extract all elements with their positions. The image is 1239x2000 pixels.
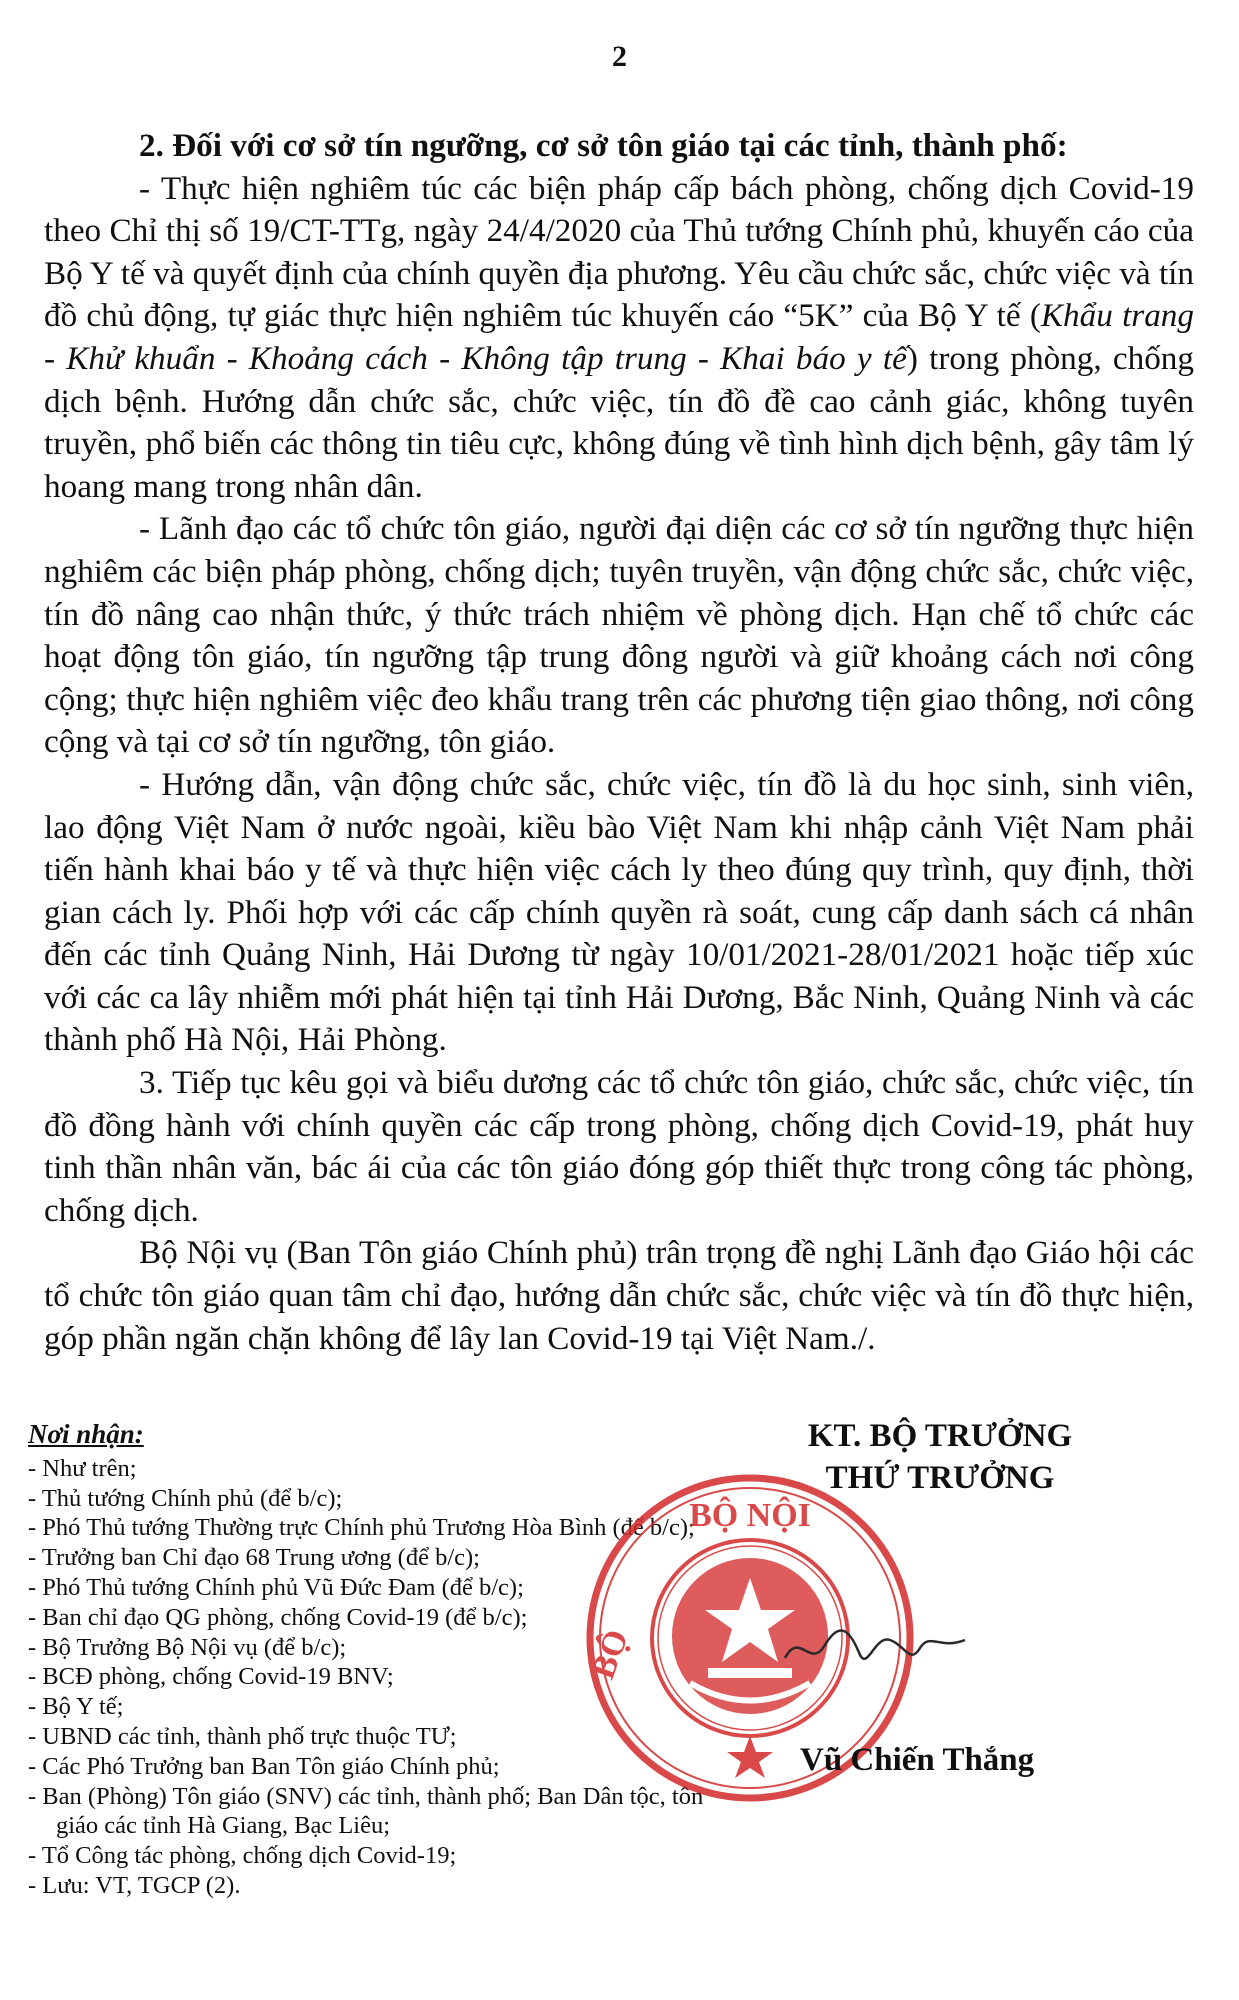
recipient-item: - Phó Thủ tướng Chính phủ Vũ Đức Đam (để b/c); bbox=[28, 1573, 524, 1601]
closing-paragraph: Bộ Nội vụ (Ban Tôn giáo Chính phủ) trân trọng đề nghị Lãnh đạo Giáo hội các tổ chức tôn giáo quan tâm chỉ đạo, hướng dẫn chức sắc, chức việc và tín đồ thực hiện, góp phần ngăn chặn không để lây lan Covid-19 tại Việt Nam./. bbox=[44, 1234, 1194, 1357]
section-3-paragraph: 3. Tiếp tục kêu gọi và biểu dương các tổ chức tôn giáo, chức sắc, chức việc, tín đồ đồng hành với chính quyền các cấp trong phòng, chống dịch Covid-19, phát huy tinh thần nhân văn, bác ái của các tôn giáo đóng góp thiết thực trong công tác phòng, chống dịch. bbox=[44, 1064, 1194, 1229]
recipient-item: - Bộ Y tế; bbox=[28, 1693, 124, 1721]
seal-text-top: BỘ NỘI bbox=[689, 1497, 811, 1534]
section-2-paragraph-2: - Lãnh đạo các tổ chức tôn giáo, người đại diện các cơ sở tín ngưỡng thực hiện nghiêm các biện pháp phòng, chống dịch; tuyên truyền, vận động chức sắc, chức việc, tín đồ nâng cao nhận thức, ý thức trách nhiệm về phòng dịch. Hạn chế tổ chức các hoạt động tôn giáo, tín ngưỡng tập trung đông người và giữ khoảng cách nơi công cộng; thực hiện nghiêm việc đeo khẩu trang trên các phương tiện giao thông, nơi công cộng và tại cơ sở tín ngưỡng, tôn giáo. bbox=[44, 510, 1194, 761]
recipient-item: - Trưởng ban Chỉ đạo 68 Trung ương (để b/c); bbox=[28, 1544, 480, 1572]
recipient-item: - Ban (Phòng) Tôn giáo (SNV) các tỉnh, thành phố; Ban Dân tộc, tôn giáo các tỉnh Hà Giang, Bạc Liêu; bbox=[28, 1782, 704, 1840]
recipient-item: - Phó Thủ tướng Thường trực Chính phủ Trương Hòa Bình (để b/c); bbox=[28, 1514, 695, 1542]
para1-part-b: ) trong phòng, chống dịch bệnh. Hướng dẫn chức sắc, chức việc, tín đồ đề cao cảnh giác, không tuyên truyền, phổ biến các thông tin tiêu cực, không đúng về tình hình dịch bệnh, gây tâm lý hoang mang trong nhân dân. bbox=[44, 339, 1194, 505]
recipient-item: - Như trên; bbox=[28, 1454, 137, 1482]
document-body bbox=[44, 125, 1194, 1360]
section-2-paragraph-1 bbox=[44, 168, 1194, 509]
signature-block bbox=[740, 1415, 1140, 1499]
section-2-heading bbox=[44, 125, 1194, 168]
recipient-item: - Thủ tướng Chính phủ (để b/c); bbox=[28, 1484, 343, 1512]
signer-title-line-1: KT. BỘ TRƯỞNG bbox=[807, 1418, 1073, 1454]
recipients-title: Nơi nhận: bbox=[28, 1419, 144, 1449]
section-2-heading-text: 2. Đối với cơ sở tín ngưỡng, cơ sở tôn giáo tại các tỉnh, thành phố: bbox=[139, 127, 1068, 164]
recipient-item: - UBND các tỉnh, thành phố trực thuộc TƯ; bbox=[28, 1722, 457, 1750]
para1-part-a: - Thực hiện nghiêm túc các biện pháp cấp bách phòng, chống dịch Covid-19 theo Chỉ thị số 19/CT-TTg, ngày 24/4/2020 của Thủ tướng Chính phủ, khuyến cáo của Bộ Y tế và quyết định của chính quyền địa phương. Yêu cầu chức sắc, chức việc và tín đồ chủ động, tự giác thực hiện nghiêm túc khuyến cáo “5K” của Bộ Y tế ( bbox=[44, 169, 1194, 335]
seal-text-left: BỘ bbox=[584, 1625, 636, 1684]
recipient-item: - Tổ Công tác phòng, chống dịch Covid-19; bbox=[28, 1842, 457, 1870]
recipient-item: - Lưu: VT, TGCP (2). bbox=[28, 1871, 241, 1899]
recipient-item: - Ban chỉ đạo QG phòng, chống Covid-19 (để b/c); bbox=[28, 1603, 528, 1631]
recipient-item: - Bộ Trưởng Bộ Nội vụ (để b/c); bbox=[28, 1633, 347, 1661]
recipient-item: - BCĐ phòng, chống Covid-19 BNV; bbox=[28, 1663, 394, 1691]
handwritten-signature bbox=[780, 1610, 970, 1680]
recipient-item: - Các Phó Trưởng ban Ban Tôn giáo Chính phủ; bbox=[28, 1752, 500, 1780]
5k-recommendation: Khẩu trang - Khử khuẩn - Khoảng cách - Không tập trung - Khai báo y tế bbox=[44, 297, 1194, 377]
signer-name: Vũ Chiến Thắng bbox=[800, 1742, 1035, 1778]
signer-title-line-2: THỨ TRƯỞNG bbox=[825, 1460, 1055, 1496]
section-2-paragraph-3: - Hướng dẫn, vận động chức sắc, chức việc, tín đồ là du học sinh, sinh viên, lao động Việt Nam ở nước ngoài, kiều bào Việt Nam khi nhập cảnh Việt Nam phải tiến hành khai báo y tế và thực hiện việc cách ly theo đúng quy trình, quy định, thời gian cách ly. Phối hợp với các cấp chính quyền rà soát, cung cấp danh sách cá nhân đến các tỉnh Quảng Ninh, Hải Dương từ ngày 10/01/2021-28/01/2021 hoặc tiếp xúc với các ca lây nhiễm mới phát hiện tại tỉnh Hải Dương, Bắc Ninh, Quảng Ninh và các thành phố Hà Nội, Hải Phòng. bbox=[44, 765, 1194, 1059]
page-number: 2 bbox=[612, 40, 627, 73]
